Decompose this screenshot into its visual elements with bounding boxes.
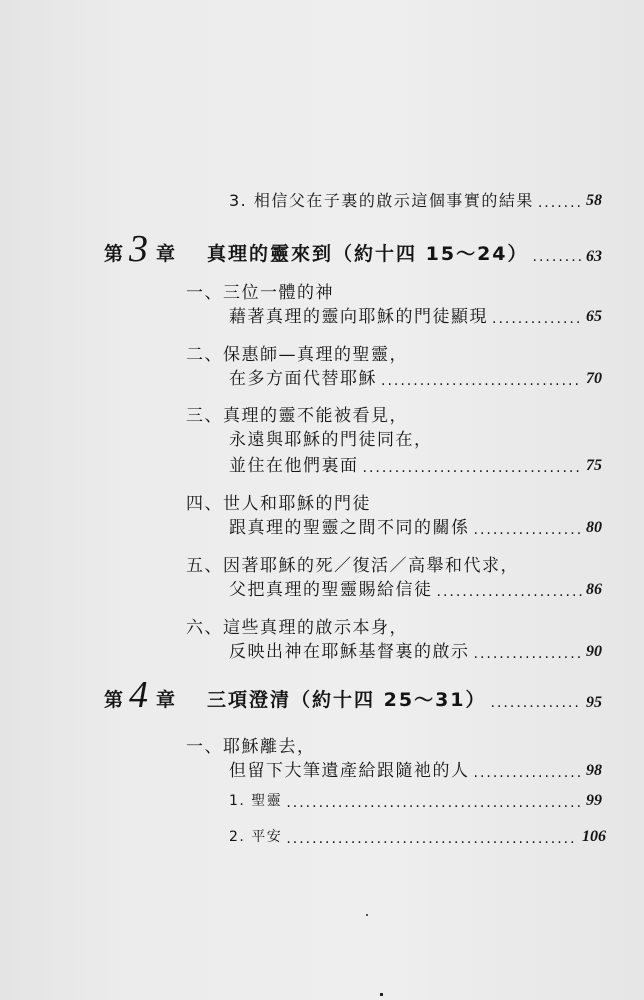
page-number: 98 (586, 762, 602, 779)
chapter-heading[interactable] (104, 674, 602, 716)
chapter-suffix: 章 (156, 689, 178, 711)
toc-subentry[interactable] (229, 826, 606, 848)
item-line[interactable]: 保惠師—真理的聖靈， (223, 345, 408, 365)
toc-entry[interactable] (229, 190, 602, 212)
leader-dots (363, 459, 583, 477)
chapter-suffix: 章 (156, 243, 178, 265)
toc-entry-label: 3. 相信父在子裏的啟示這個事實的結果 (229, 191, 534, 210)
chapter-number: 3 (129, 228, 149, 270)
item-marker: 二、 (186, 345, 223, 365)
item-line: 並住在他們裏面 (229, 456, 359, 476)
toc-entry-marker (186, 282, 334, 304)
item-line: 跟真理的聖靈之間不同的關係 (229, 518, 470, 538)
page-number: 70 (586, 370, 602, 387)
toc-subentry[interactable] (229, 790, 602, 812)
leader-dots (533, 248, 582, 266)
subentry-label: 2. 平安 (229, 829, 283, 845)
item-line[interactable]: 這些真理的啟示本身， (223, 618, 408, 638)
page-number: 58 (586, 192, 602, 209)
leader-dots (491, 694, 582, 712)
item-line[interactable]: 世人和耶穌的門徒 (223, 494, 371, 514)
item-line: 父把真理的聖靈賜給信徒 (229, 580, 433, 600)
toc-entry-marker (186, 493, 371, 515)
leader-dots (474, 764, 583, 782)
item-marker: 四、 (186, 494, 223, 514)
leader-dots (538, 194, 582, 212)
item-marker: 一、 (186, 283, 223, 303)
page-number: 99 (586, 792, 602, 809)
toc-entry-marker (186, 617, 408, 639)
toc-entry[interactable] (229, 641, 602, 663)
item-line: 藉著真理的靈向耶穌的門徒顯現 (229, 307, 488, 327)
chapter-number: 4 (129, 674, 149, 716)
scan-speck (380, 993, 383, 996)
item-marker: 六、 (186, 618, 223, 638)
item-line[interactable]: 真理的靈不能被看見， (223, 406, 408, 426)
page-number: 86 (586, 581, 602, 598)
item-line: 在多方面代替耶穌 (229, 369, 377, 389)
leader-dots (474, 645, 583, 663)
toc-entry[interactable] (229, 368, 602, 390)
page-number: 106 (582, 828, 606, 845)
page-number: 63 (586, 248, 602, 265)
item-line (229, 429, 433, 451)
page-number: 90 (586, 643, 602, 660)
toc-entry-marker (186, 344, 408, 366)
chapter-title: 三項澄清（約十四 25～31） (207, 689, 487, 711)
item-line: 但留下大筆遺產給跟隨祂的人 (229, 761, 470, 781)
item-line[interactable]: 三位一體的神 (223, 283, 334, 303)
item-line[interactable]: 因著耶穌的死／復活／高舉和代求， (223, 556, 519, 576)
toc-entry[interactable] (229, 306, 602, 328)
item-line: 永遠與耶穌的門徒同在， (229, 430, 433, 450)
leader-dots (474, 521, 583, 539)
page-number: 65 (586, 308, 602, 325)
chapter-title: 真理的靈來到（約十四 15～24） (207, 243, 529, 265)
toc-entry[interactable] (229, 517, 602, 539)
chapter-prefix: 第 (104, 689, 126, 711)
scan-speck (366, 914, 368, 916)
page-number: 80 (586, 519, 602, 536)
chapter-heading[interactable] (104, 228, 602, 270)
page-number: 95 (586, 694, 602, 711)
subentry-label: 1. 聖靈 (229, 793, 283, 809)
item-line: 反映出神在耶穌基督裏的啟示 (229, 642, 470, 662)
item-marker: 三、 (186, 406, 223, 426)
leader-dots (437, 583, 583, 601)
toc-entry-marker (186, 555, 519, 577)
toc-entry[interactable] (229, 455, 602, 477)
chapter-prefix: 第 (104, 243, 126, 265)
toc-entry-marker (186, 405, 408, 427)
toc-entry[interactable] (229, 760, 602, 782)
leader-dots (381, 372, 582, 390)
page-number: 75 (586, 457, 602, 474)
item-marker: 五、 (186, 556, 223, 576)
leader-dots (492, 310, 582, 328)
toc-entry-marker (186, 736, 316, 758)
item-line[interactable]: 耶穌離去， (223, 737, 316, 757)
toc-entry[interactable] (229, 579, 602, 601)
item-marker: 一、 (186, 737, 223, 757)
leader-dots (286, 830, 578, 848)
leader-dots (286, 794, 582, 812)
